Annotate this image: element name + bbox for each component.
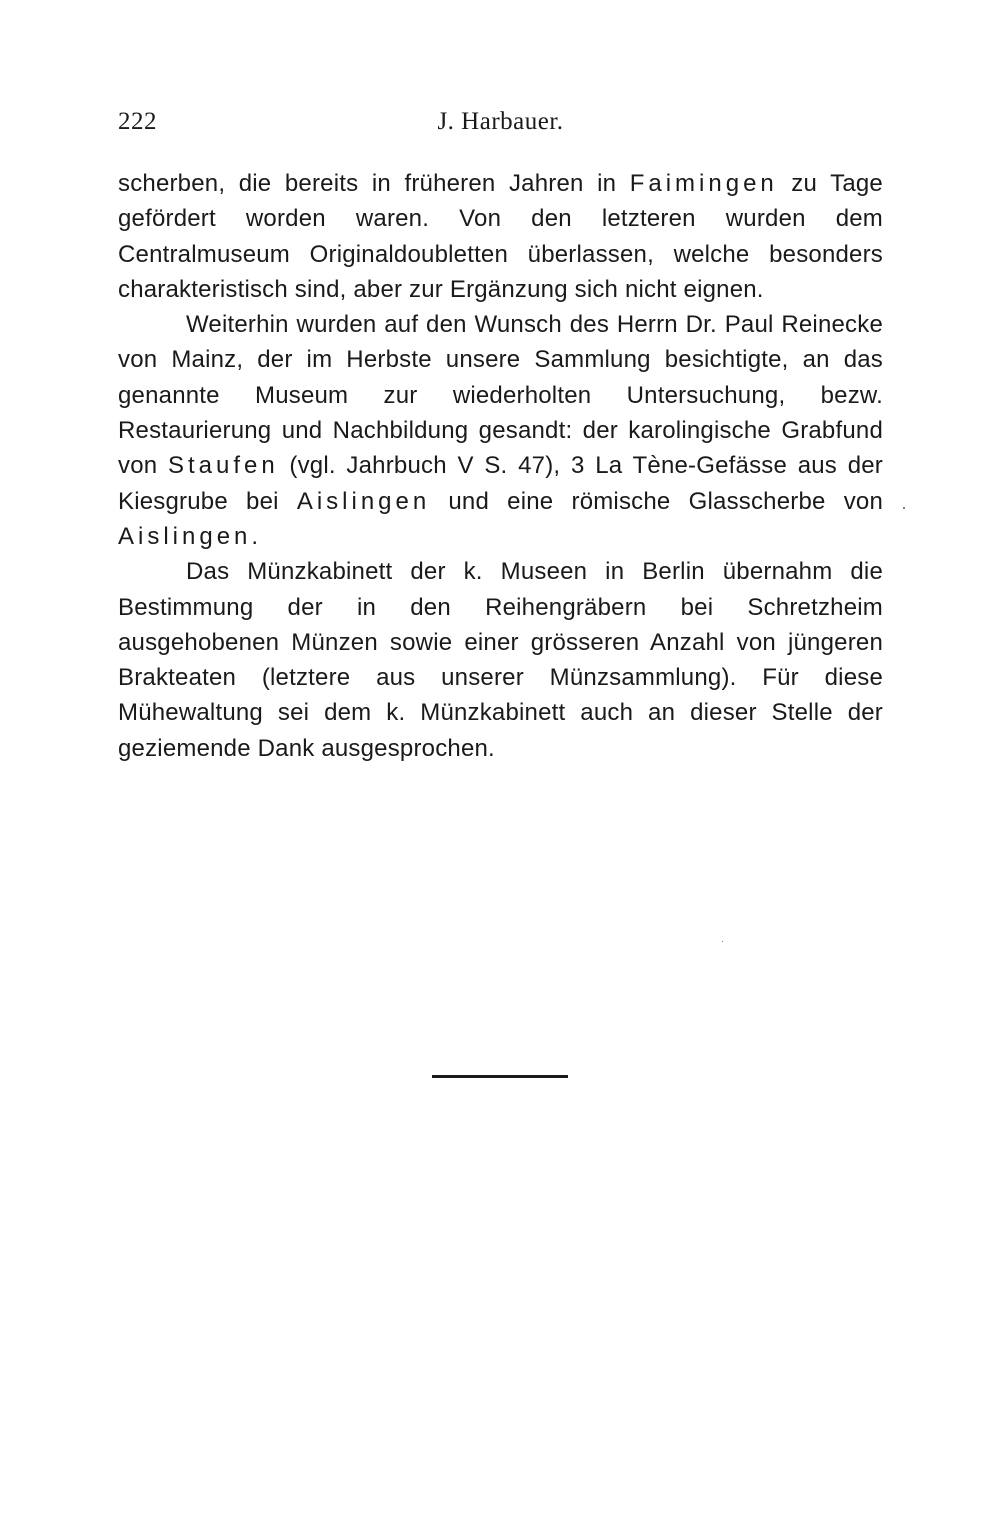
spaced-placename: Staufen — [167, 452, 279, 480]
text-segment: scherben, die bereits in früheren Jahren in — [118, 170, 630, 197]
text-segment: Weiterhin wurden auf den Wunsch des Herrn Dr. Paul Reinecke von Mainz, der im Herbste unsere Sammlung besichtigte, an das genannte Museum zur wiederholten Untersuchung, bezw. Restaurierung und Nachbildung gesandt: der karolingische Grabfund von — [118, 311, 883, 480]
spaced-placename: Faimingen — [629, 170, 778, 197]
paragraph-3 — [118, 554, 883, 766]
header-author: J. Harbauer. — [437, 108, 564, 135]
paragraph-2 — [118, 307, 883, 554]
text-segment: zu Tage gefördert worden waren. Von den letzteren wurden dem Centralmuseum Originaldoubletten überlassen, welche besonders charakteristisch sind, aber zur Ergänzung sich nicht eignen. — [118, 170, 883, 303]
page-number: 222 — [118, 108, 157, 135]
text-segment: Das Münzkabinett der k. Museen in Berlin übernahm die Bestimmung der in den Reihengräbern bei Schretzheim ausgehobenen Münzen sowie einer grösseren Anzahl von jüngeren Brakteaten (letztere aus unserer Münzsammlung). Für diese Mühewaltung sei dem k. Münzkabinett auch an dieser Stelle der geziemende Dank ausgesprochen. — [118, 558, 883, 762]
running-header — [118, 108, 883, 144]
spaced-placename: Aislingen — [118, 522, 252, 550]
body-text — [118, 166, 883, 766]
text-segment: . — [251, 522, 259, 550]
text-segment: und eine römische Glasscherbe von — [430, 487, 884, 515]
spaced-placename: Aislingen — [296, 487, 431, 515]
text-segment: (vgl. Jahrbuch V S. 47), 3 La Tène-Gefässe aus der Kiesgrube bei — [118, 452, 883, 515]
print-speck — [722, 941, 723, 942]
paragraph-1 — [118, 166, 883, 307]
section-end-rule — [432, 1075, 568, 1078]
print-speck — [903, 507, 905, 509]
